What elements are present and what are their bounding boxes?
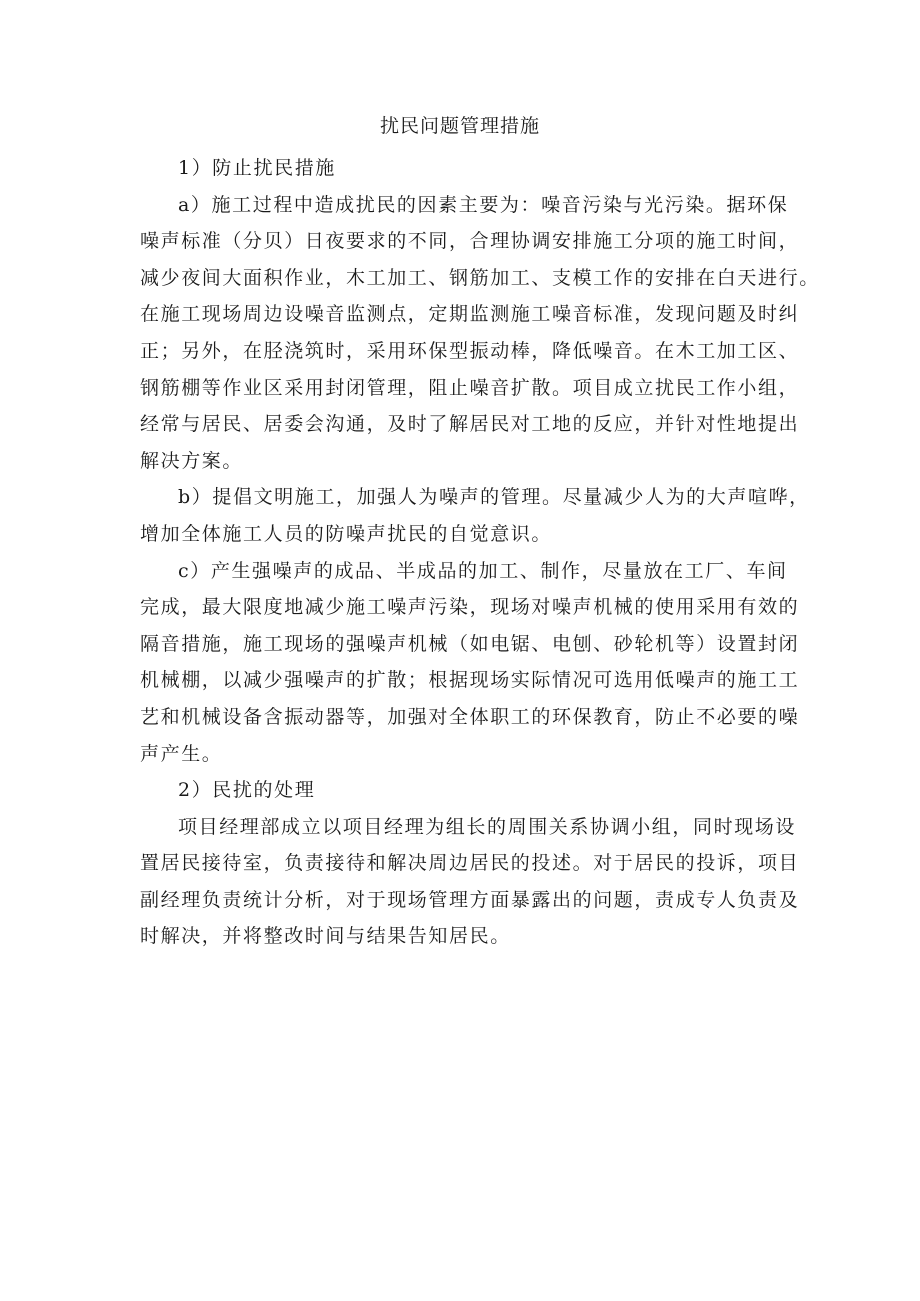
section-heading: 1）防止扰民措施 bbox=[178, 157, 336, 179]
paragraph-line: a）施工过程中造成扰民的因素主要为：噪音污染与光污染。据环保 bbox=[178, 193, 789, 216]
paragraph-line: 完成，最大限度地减少施工噪声污染，现场对噪声机械的使用采用有效的 bbox=[140, 596, 800, 619]
paragraph-line: 增加全体施工人员的防噪声扰民的自觉意识。 bbox=[140, 522, 553, 545]
paragraph-line: 在施工现场周边设噪音监测点，定期监测施工噪音标准，发现问题及时纠 bbox=[140, 303, 800, 326]
section-heading: 2）民扰的处理 bbox=[178, 779, 316, 802]
page-title: 扰民问题管理措施 bbox=[379, 115, 540, 137]
paragraph-line: 置居民接待室，负责接待和解决周边居民的投述。对于居民的投诉，项目 bbox=[140, 852, 800, 875]
paragraph-line: b）提倡文明施工，加强人为噪声的管理。尽量减少人为的大声喧哗， bbox=[178, 486, 810, 509]
paragraph-line: 副经理负责统计分析，对于现场管理方面暴露出的问题，责成专人负责及 bbox=[140, 888, 800, 911]
paragraph-line: 噪声标准（分贝）日夜要求的不同，合理协调安排施工分项的施工时间， bbox=[140, 230, 800, 253]
paragraph-line: 项目经理部成立以项目经理为组长的周围关系协调小组，同时现场设 bbox=[178, 815, 797, 838]
paragraph-line: 时解决，并将整改时间与结果告知居民。 bbox=[140, 925, 511, 948]
paragraph-line: 解决方案。 bbox=[140, 449, 244, 472]
paragraph-line: 减少夜间大面积作业，木工加工、钢筋加工、支模工作的安排在白天进行。 bbox=[140, 266, 820, 289]
paragraph-line: 声产生。 bbox=[140, 742, 223, 765]
paragraph-line: 经常与居民、居委会沟通，及时了解居民对工地的反应，并针对性地提出 bbox=[140, 413, 800, 436]
paragraph-line: c）产生强噪声的成品、半成品的加工、制作，尽量放在工厂、车间 bbox=[178, 559, 788, 582]
paragraph-line: 钢筋棚等作业区采用封闭管理，阻止噪音扩散。项目成立扰民工作小组， bbox=[140, 376, 800, 399]
paragraph-line: 艺和机械设备含振动器等，加强对全体职工的环保教育，防止不必要的噪 bbox=[140, 705, 800, 728]
paragraph-line: 正；另外，在胫浇筑时，采用环保型振动棒，降低噪音。在木工加工区、 bbox=[140, 339, 800, 362]
document-body bbox=[140, 150, 820, 955]
paragraph-line: 机械棚，以减少强噪声的扩散；根据现场实际情况可选用低噪声的施工工 bbox=[140, 669, 800, 692]
paragraph-line: 隔音措施，施工现场的强噪声机械（如电锯、电刨、砂轮机等）设置封闭 bbox=[140, 632, 800, 655]
